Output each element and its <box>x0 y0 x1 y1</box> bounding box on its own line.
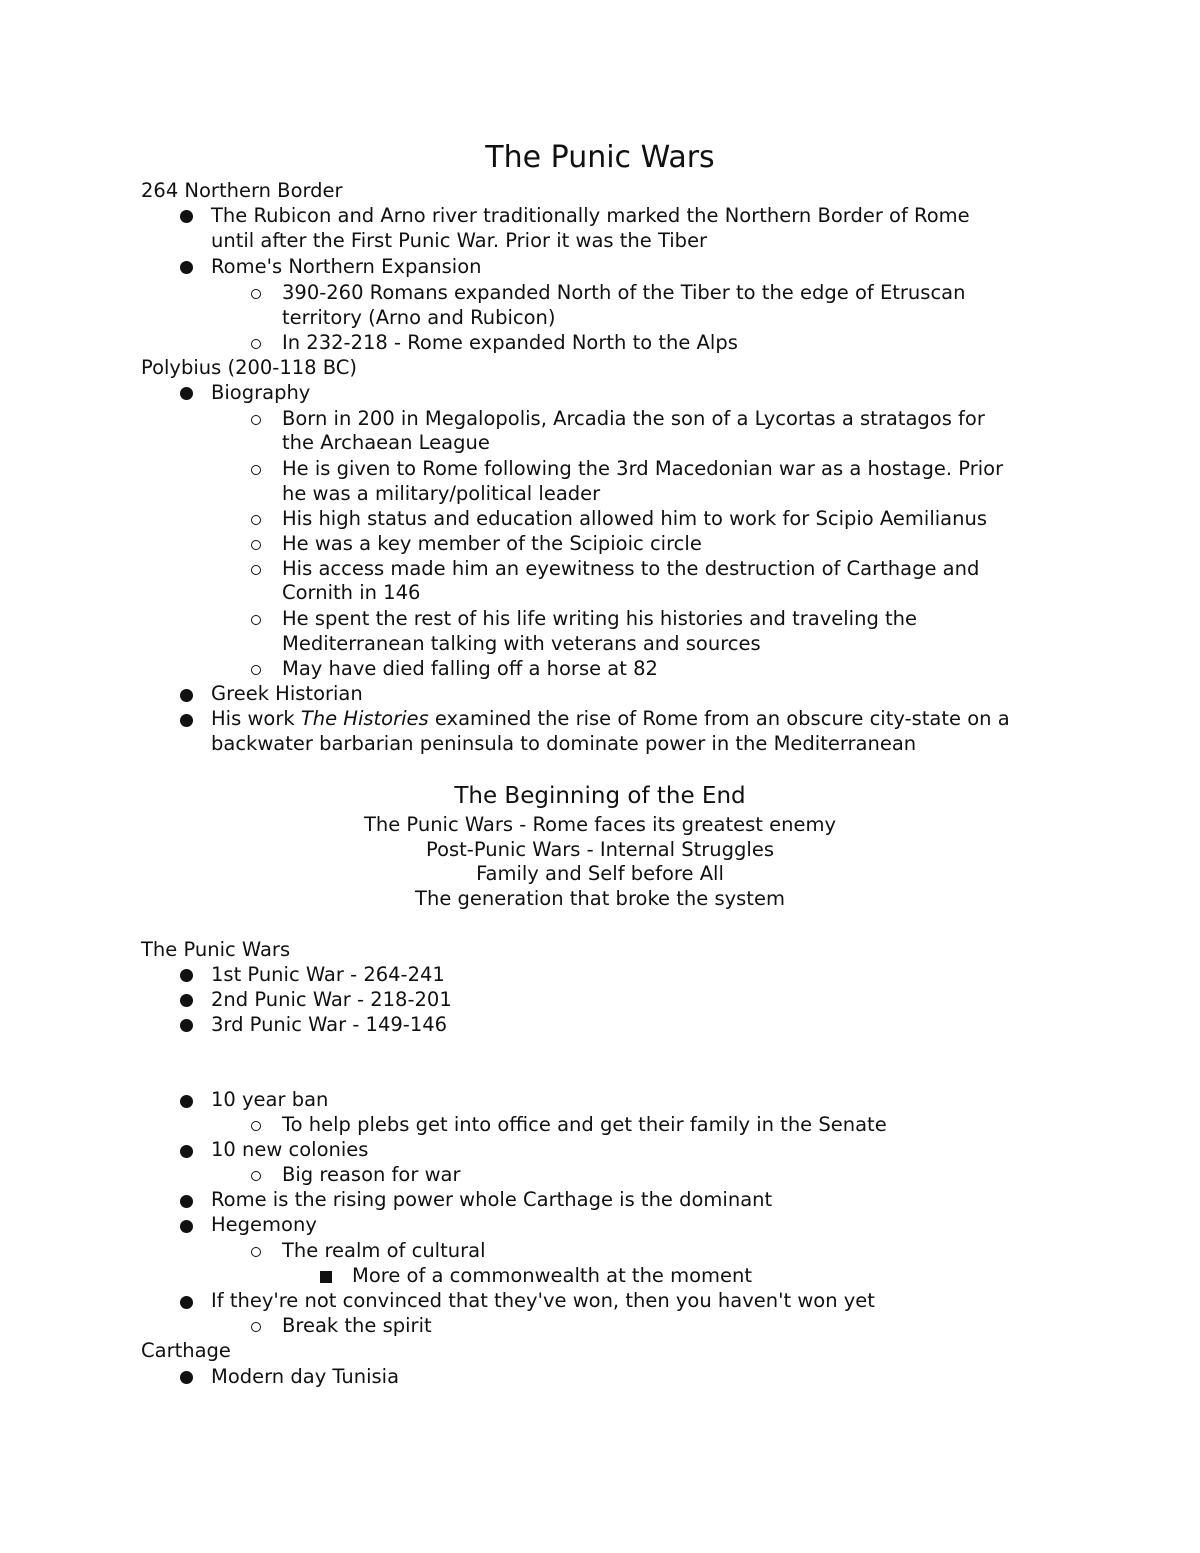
list-item-continued: backwater barbarian peninsula to dominate power in the Mediterranean <box>211 732 917 755</box>
list-item: If they're not convinced that they've won, then you haven't won yet <box>211 1289 875 1312</box>
list-item: Modern day Tunisia <box>211 1365 400 1388</box>
list-item-continued: until after the First Punic War. Prior it was the Tiber <box>211 229 708 252</box>
sub-list-item-continued: territory (Arno and Rubicon) <box>282 306 556 329</box>
list-item: Greek Historian <box>211 682 363 705</box>
list-item: Rome is the rising power whole Carthage is the dominant <box>211 1188 773 1211</box>
circle-bullet-icon <box>251 289 261 299</box>
section-title-beginning-of-end: The Beginning of the End <box>454 783 746 809</box>
circle-bullet-icon <box>251 665 261 675</box>
list-item: 3rd Punic War - 149-146 <box>211 1013 448 1036</box>
sub-list-item-continued: Mediterranean talking with veterans and sources <box>282 632 761 655</box>
sub-list-item: His access made him an eyewitness to the destruction of Carthage and <box>282 557 980 580</box>
page-title: The Punic Wars <box>485 140 715 175</box>
sub-list-item-continued: the Archaean League <box>282 431 490 454</box>
bullet-icon <box>180 689 193 702</box>
section-heading-punic-wars: The Punic Wars <box>141 938 291 961</box>
sub-list-item: He is given to Rome following the 3rd Macedonian war as a hostage. Prior <box>282 457 1004 480</box>
bullet-icon <box>180 714 193 727</box>
bullet-icon <box>180 1371 193 1384</box>
list-item: 10 new colonies <box>211 1138 369 1161</box>
section-heading-northern-border: 264 Northern Border <box>141 179 343 202</box>
work-prefix: His work <box>211 707 301 730</box>
bullet-icon <box>180 1296 193 1309</box>
list-item: Rome's Northern Expansion <box>211 255 482 278</box>
bullet-icon <box>180 387 193 400</box>
circle-bullet-icon <box>251 565 261 575</box>
centered-line: Post-Punic Wars - Internal Struggles <box>426 838 774 861</box>
circle-bullet-icon <box>251 465 261 475</box>
circle-bullet-icon <box>251 1121 261 1131</box>
bullet-icon <box>180 1195 193 1208</box>
list-item: Biography <box>211 381 311 404</box>
list-item <box>211 706 1010 731</box>
circle-bullet-icon <box>251 515 261 525</box>
list-item: 1st Punic War - 264-241 <box>211 963 445 986</box>
circle-bullet-icon <box>251 1247 261 1257</box>
list-item: The Rubicon and Arno river traditionally marked the Northern Border of Rome <box>211 204 970 227</box>
sub-list-item: 390-260 Romans expanded North of the Tiber to the edge of Etruscan <box>282 281 966 304</box>
section-heading-polybius: Polybius (200-118 BC) <box>141 356 358 379</box>
sub-list-item: He spent the rest of his life writing his histories and traveling the <box>282 607 918 630</box>
sub-list-item: Big reason for war <box>282 1163 461 1186</box>
circle-bullet-icon <box>251 615 261 625</box>
sub-list-item: Born in 200 in Megalopolis, Arcadia the son of a Lycortas a stratagos for <box>282 407 985 430</box>
circle-bullet-icon <box>251 540 261 550</box>
list-item: 2nd Punic War - 218-201 <box>211 988 452 1011</box>
sub-sub-list-item: More of a commonwealth at the moment <box>352 1264 753 1287</box>
bullet-icon <box>180 1145 193 1158</box>
section-heading-carthage: Carthage <box>141 1339 231 1362</box>
sub-list-item-continued: Cornith in 146 <box>282 581 421 604</box>
centered-line: The generation that broke the system <box>415 887 785 910</box>
work-suffix: examined the rise of Rome from an obscure city-state on a <box>428 707 1010 730</box>
sub-list-item: He was a key member of the Scipioic circle <box>282 532 702 555</box>
circle-bullet-icon <box>251 415 261 425</box>
bullet-icon <box>180 261 193 274</box>
list-item: 10 year ban <box>211 1088 329 1111</box>
centered-line: Family and Self before All <box>476 862 724 885</box>
bullet-icon <box>180 994 193 1007</box>
sub-list-item: His high status and education allowed him to work for Scipio Aemilianus <box>282 507 987 530</box>
sub-list-item: In 232-218 - Rome expanded North to the Alps <box>282 331 738 354</box>
bullet-icon <box>180 1220 193 1233</box>
square-bullet-icon <box>320 1271 332 1283</box>
centered-line: The Punic Wars - Rome faces its greatest enemy <box>363 813 837 836</box>
bullet-icon <box>180 969 193 982</box>
sub-list-item: May have died falling off a horse at 82 <box>282 657 658 680</box>
sub-list-item-continued: he was a military/political leader <box>282 482 601 505</box>
bullet-icon <box>180 210 193 223</box>
circle-bullet-icon <box>251 1171 261 1181</box>
sub-list-item: Break the spirit <box>282 1314 432 1337</box>
work-title: The Histories <box>300 707 429 730</box>
bullet-icon <box>180 1095 193 1108</box>
circle-bullet-icon <box>251 339 261 349</box>
sub-list-item: To help plebs get into office and get their family in the Senate <box>282 1113 887 1136</box>
sub-list-item: The realm of cultural <box>282 1239 486 1262</box>
bullet-icon <box>180 1019 193 1032</box>
list-item: Hegemony <box>211 1213 317 1236</box>
circle-bullet-icon <box>251 1322 261 1332</box>
